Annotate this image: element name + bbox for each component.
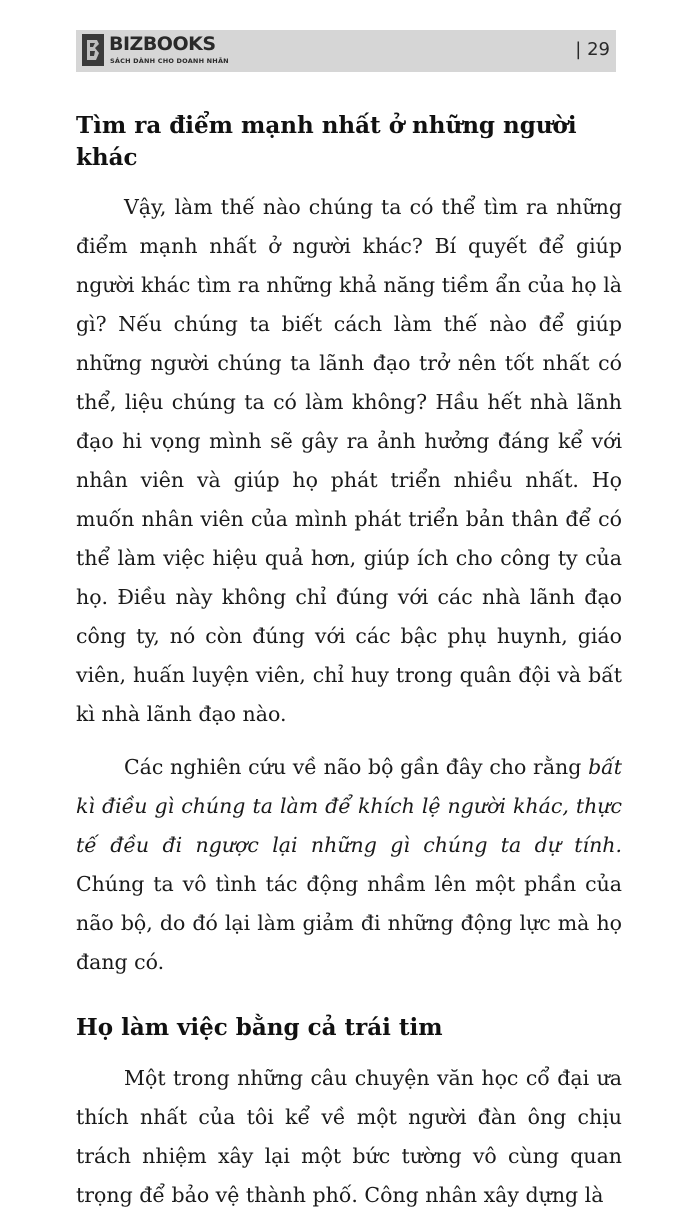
brand-name: BIZBOOKS: [109, 33, 216, 55]
paragraph-1: Vậy, làm thế nào chúng ta có thể tìm ra những điểm mạnh nhất ở người khác? Bí quyết để giúp người khác tìm ra những khả năng tiềm ẩn của họ là gì? Nếu chúng ta biết cách làm thế nào để giúp những người chúng ta lãnh đạo trở nên tốt nhất có thể, liệu chúng ta có làm không? Hầu hết nhà lãnh đạo hi vọng mình sẽ gây ra ảnh hưởng đáng kể với nhân viên và giúp họ phát triển nhiều nhất. Họ muốn nhân viên của mình phát triển bản thân để có thể làm việc hiệu quả hơn, giúp ích cho công ty của họ. Điều này không chỉ đúng với các nhà lãnh đạo công ty, nó còn đúng với các bậc phụ huynh, giáo viên, huấn luyện viên, chỉ huy trong quân đội và bất kì nhà lãnh đạo nào.: [76, 195, 622, 727]
paragraph-2: [76, 748, 622, 982]
section-heading-1: Tìm ra điểm mạnh nhất ở những người khác: [76, 112, 577, 172]
paragraph-2-start: Các nghiên cứu về não bộ gần đây cho rằng: [124, 755, 582, 780]
page-number: | 29: [575, 39, 610, 60]
bizbooks-logo-icon: [82, 34, 104, 66]
paragraph-3: Một trong những câu chuyện văn học cổ đại ưa thích nhất của tôi kể về một người đàn ông chịu trách nhiệm xây lại một bức tường vô cùng quan trọng để bảo vệ thành phố. Công nhân xây dựng là: [76, 1065, 622, 1207]
page-header: [76, 30, 616, 72]
section-heading-2: Họ làm việc bằng cả trái tim: [76, 1014, 443, 1042]
brand-tagline: SÁCH DÀNH CHO DOANH NHÂN: [110, 57, 229, 65]
paragraph-2-italic: bất kì điều gì chúng ta làm để khích lệ người khác, thực tế đều đi ngược lại những gì chúng ta dự tính.: [76, 755, 622, 858]
paragraph-2-end: Chúng ta vô tình tác động nhầm lên một phần của não bộ, do đó lại làm giảm đi những động lực mà họ đang có.: [76, 872, 622, 975]
page-content: [76, 100, 622, 1215]
